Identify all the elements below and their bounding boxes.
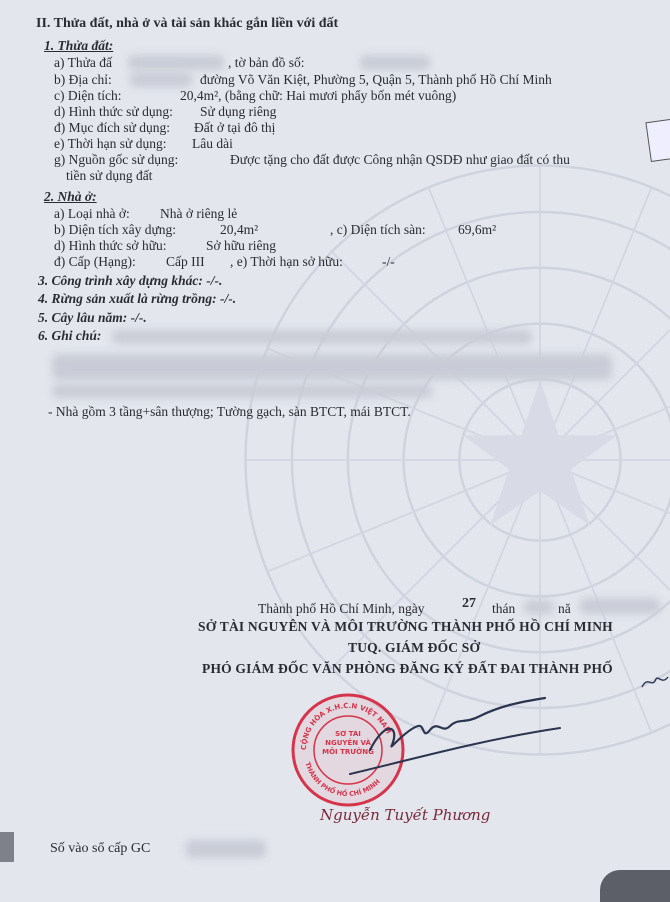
- redacted-month: [524, 600, 554, 614]
- signer-name: Nguyễn Tuyết Phương: [320, 806, 491, 824]
- ownership-label: d) Hình thức sở hữu:: [54, 238, 167, 253]
- ownership-value: Sở hữu riêng: [206, 238, 276, 253]
- production-forest: 4. Rừng sản xuất là rừng trồng: -/-.: [38, 291, 237, 306]
- page-edge-shadow: [0, 832, 14, 862]
- grade-label: đ) Cấp (Hạng):: [54, 254, 136, 269]
- seal-center-text: SỞ TÀI NGUYÊN VÀ MÔI TRƯỜNG: [322, 730, 374, 756]
- authority-title: SỞ TÀI NGUYÊN VÀ MÔI TRƯỜNG THÀNH PHỐ HỒ CHÍ MINH: [198, 619, 613, 634]
- use-form-label: d) Hình thức sử dụng:: [54, 104, 173, 119]
- land-parcel-label: a) Thửa đấ: [54, 55, 113, 70]
- ownership-term-value: -/-: [382, 254, 395, 269]
- seal-ring-bottom-text: THÀNH PHỐ HỒ CHÍ MINH: [303, 761, 382, 799]
- notes-heading: 6. Ghi chú:: [38, 328, 102, 343]
- redacted-address-number: [130, 72, 192, 87]
- origin-value: Được tặng cho đất được Công nhận QSDĐ như giao đất có thu: [230, 152, 570, 167]
- seal-ring-text: CỘNG HÒA X.H.C.N VIỆT NAM: [299, 701, 393, 751]
- redacted-register: [186, 840, 266, 858]
- address-label: b) Địa chỉ:: [54, 72, 112, 87]
- side-mark-icon: [645, 118, 670, 162]
- address-value: đường Võ Văn Kiệt, Phường 5, Quận 5, Thành phố Hồ Chí Minh: [200, 72, 552, 87]
- grade-value: Cấp III: [166, 254, 205, 269]
- land-parcel-row: [54, 55, 112, 71]
- redacted-notes-1: [112, 330, 532, 344]
- emblem-watermark-icon: [230, 150, 670, 770]
- issue-day: 27: [462, 596, 476, 611]
- origin-label: g) Nguồn gốc sử dụng:: [54, 152, 179, 167]
- use-term-value: Lâu dài: [192, 136, 233, 151]
- house-heading: 2. Nhà ở:: [44, 189, 97, 204]
- place-date-label: Thành phố Hồ Chí Minh, ngày: [258, 601, 425, 616]
- handwritten-signature-icon: [330, 690, 570, 780]
- other-works: 3. Công trình xây dựng khác: -/-.: [38, 273, 223, 288]
- corner-shadow: [600, 870, 670, 902]
- use-form-value: Sử dụng riêng: [200, 104, 277, 119]
- ownership-term-label: , e) Thời hạn sở hữu:: [230, 254, 343, 269]
- map-sheet-label: , tờ bản đồ số:: [228, 55, 305, 70]
- house-type-label: a) Loại nhà ở:: [54, 206, 130, 221]
- redacted-year: [580, 598, 660, 614]
- redacted-notes-2: [52, 354, 612, 380]
- build-area-label: b) Diện tích xây dựng:: [54, 222, 177, 237]
- deputy-title: PHÓ GIÁM ĐỐC VĂN PHÒNG ĐĂNG KÝ ĐẤT ĐAI THÀNH PHỐ: [202, 661, 613, 676]
- register-number-label: Số vào sổ cấp GC: [50, 841, 151, 856]
- build-area-value: 20,4m²: [220, 222, 259, 237]
- use-purpose-value: Đất ở tại đô thị: [194, 120, 276, 135]
- perennial-trees: 5. Cây lâu năm: -/-.: [38, 310, 147, 325]
- margin-initials-icon: [640, 665, 670, 695]
- origin-value-cont: tiền sử dụng đất: [66, 168, 153, 183]
- house-type-value: Nhà ở riêng lẻ: [160, 206, 238, 221]
- redacted-notes-3: [52, 384, 432, 398]
- redacted-parcel: [128, 55, 224, 70]
- use-term-label: e) Thời hạn sử dụng:: [54, 136, 167, 151]
- house-note: - Nhà gồm 3 tầng+sân thượng; Tường gạch, sàn BTCT, mái BTCT.: [48, 404, 411, 419]
- tuq-title: TUQ. GIÁM ĐỐC SỞ: [348, 640, 481, 655]
- area-value: 20,4m², (bằng chữ: Hai mươi phẩy bốn mét vuông): [180, 88, 457, 103]
- use-purpose-label: đ) Mục đích sử dụng:: [54, 120, 171, 135]
- floor-area-value: 69,6m²: [458, 222, 497, 237]
- section-title: II. Thửa đất, nhà ở và tài sản khác gắn liền với đất: [36, 16, 339, 31]
- floor-area-label: , c) Diện tích sàn:: [330, 222, 426, 237]
- area-label: c) Diện tích:: [54, 88, 122, 103]
- year-label: nă: [558, 601, 571, 616]
- redacted-map-sheet: [360, 55, 430, 70]
- month-label: thán: [492, 601, 516, 616]
- land-heading: 1. Thửa đất:: [44, 38, 114, 53]
